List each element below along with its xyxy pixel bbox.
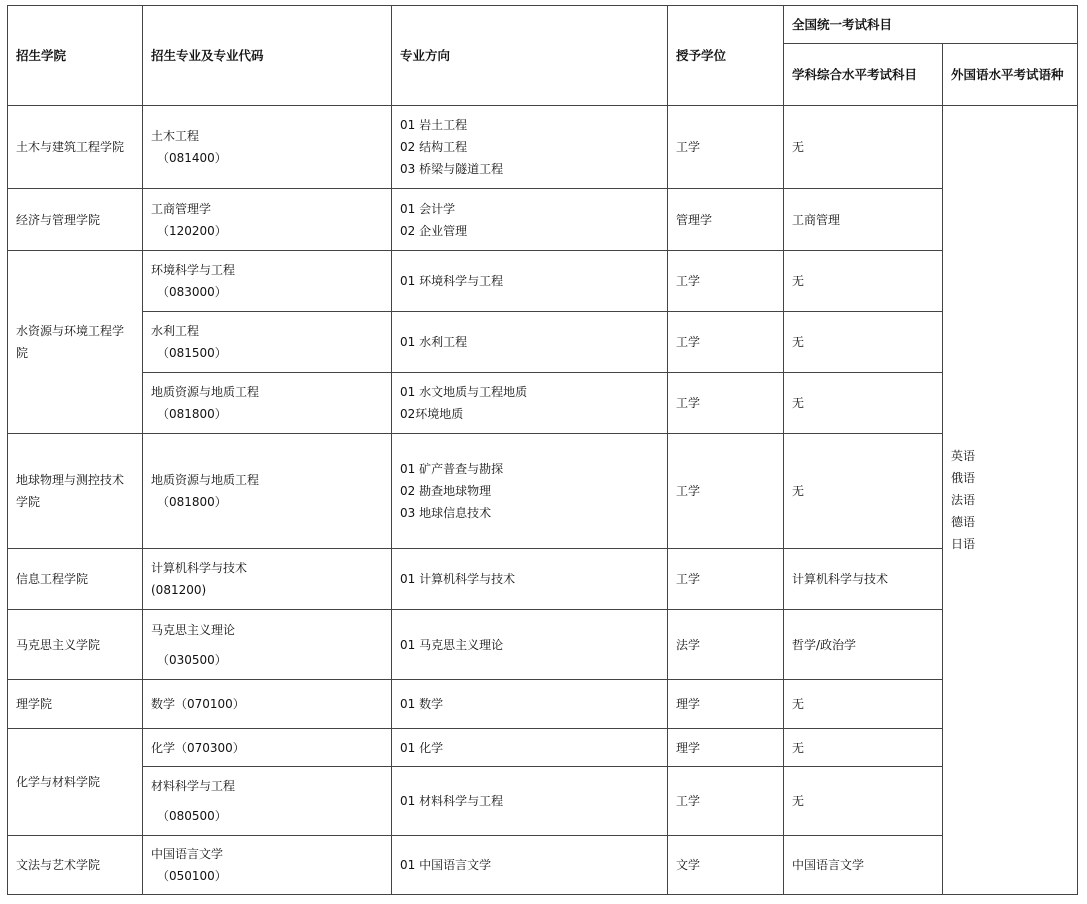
major-cell [143, 434, 392, 549]
direction-item: 01 水利工程 [400, 335, 468, 349]
direction-item: 01 马克思主义理论 [400, 637, 504, 652]
direction-cell [392, 549, 668, 610]
direction-cell [392, 610, 668, 680]
language-item: 日语 [951, 537, 976, 551]
subject-exam-cell: 无 [784, 251, 943, 312]
direction-item: 03 桥梁与隧道工程 [400, 162, 504, 176]
major-cell [143, 312, 392, 373]
degree-cell: 工学 [668, 312, 784, 373]
header-language-exam: 外国语水平考试语种 [943, 44, 1078, 106]
major-name: 马克思主义理论 [151, 622, 236, 637]
direction-item: 01 中国语言文学 [400, 858, 492, 872]
college-cell: 经济与管理学院 [8, 189, 143, 251]
direction-item: 01 会计学 [400, 201, 456, 216]
direction-item: 02环境地质 [400, 407, 464, 421]
language-item: 德语 [951, 515, 976, 529]
major-cell [143, 549, 392, 610]
subject-exam-cell: 中国语言文学 [784, 836, 943, 895]
table-row [8, 312, 1078, 373]
table-row [8, 189, 1078, 251]
major-name: 中国语言文学 [151, 847, 224, 861]
major-name: 工商管理学 [151, 201, 212, 216]
college-cell: 地球物理与测控技术学院 [8, 434, 143, 549]
direction-cell [392, 189, 668, 251]
table-row [8, 373, 1078, 434]
college-cell: 水资源与环境工程学院 [8, 251, 143, 434]
major-cell [143, 610, 392, 680]
table-row [8, 729, 1078, 767]
direction-item: 01 环境科学与工程 [400, 274, 504, 288]
major-cell [143, 680, 392, 729]
direction-item: 01 化学 [400, 740, 444, 755]
major-cell [143, 836, 392, 895]
table-row [8, 434, 1078, 549]
direction-cell [392, 312, 668, 373]
major-code: （081400） [157, 151, 227, 165]
major-name: 材料科学与工程 [151, 779, 236, 793]
table-row [8, 610, 1078, 680]
major-code: （120200） [157, 223, 227, 238]
degree-cell: 工学 [668, 549, 784, 610]
degree-cell: 工学 [668, 106, 784, 189]
header-subject-exam: 学科综合水平考试科目 [784, 44, 943, 106]
direction-cell [392, 434, 668, 549]
table-row [8, 836, 1078, 895]
subject-exam-cell: 无 [784, 106, 943, 189]
major-cell [143, 106, 392, 189]
major-code: （050100） [157, 869, 227, 883]
major-name: 化学（070300） [151, 740, 245, 755]
major-code: (081200) [151, 583, 207, 597]
direction-item: 01 材料科学与工程 [400, 794, 504, 808]
direction-item: 02 勘查地球物理 [400, 484, 492, 498]
admissions-table [7, 5, 1078, 895]
table-row [8, 680, 1078, 729]
direction-cell [392, 373, 668, 434]
direction-cell [392, 251, 668, 312]
degree-cell: 文学 [668, 836, 784, 895]
table-row [8, 251, 1078, 312]
language-item: 英语 [951, 449, 976, 463]
major-code: （081500） [157, 346, 227, 360]
subject-exam-cell: 计算机科学与技术 [784, 549, 943, 610]
direction-item: 01 矿产普查与勘探 [400, 462, 504, 476]
major-code: （081800） [157, 407, 227, 421]
degree-cell: 理学 [668, 680, 784, 729]
major-name: 环境科学与工程 [151, 263, 236, 277]
direction-item: 03 地球信息技术 [400, 506, 492, 520]
major-name: 地质资源与地质工程 [151, 473, 260, 487]
major-name: 数学（070100） [151, 697, 245, 711]
major-cell [143, 373, 392, 434]
direction-item: 01 水文地质与工程地质 [400, 385, 528, 399]
direction-item: 01 计算机科学与技术 [400, 572, 516, 586]
direction-item: 02 企业管理 [400, 223, 468, 238]
major-name: 土木工程 [151, 129, 200, 143]
language-exam-cell [943, 106, 1078, 895]
degree-cell: 法学 [668, 610, 784, 680]
subject-exam-cell: 无 [784, 312, 943, 373]
header-college: 招生学院 [8, 6, 143, 106]
header-major: 招生专业及专业代码 [143, 6, 392, 106]
major-code: （030500） [157, 652, 227, 667]
table-row [8, 767, 1078, 836]
degree-cell: 理学 [668, 729, 784, 767]
major-code: （080500） [157, 809, 227, 823]
direction-cell [392, 729, 668, 767]
header-direction: 专业方向 [392, 6, 668, 106]
major-code: （081800） [157, 495, 227, 509]
subject-exam-cell: 工商管理 [784, 189, 943, 251]
direction-item: 01 岩土工程 [400, 118, 468, 132]
header-degree: 授予学位 [668, 6, 784, 106]
direction-item: 01 数学 [400, 697, 444, 711]
direction-cell [392, 106, 668, 189]
degree-cell: 工学 [668, 767, 784, 836]
major-cell [143, 767, 392, 836]
direction-cell [392, 767, 668, 836]
degree-cell: 工学 [668, 373, 784, 434]
major-code: （083000） [157, 285, 227, 299]
subject-exam-cell: 无 [784, 680, 943, 729]
college-cell: 马克思主义学院 [8, 610, 143, 680]
direction-cell [392, 836, 668, 895]
subject-exam-cell: 无 [784, 434, 943, 549]
college-cell: 土木与建筑工程学院 [8, 106, 143, 189]
table-row [8, 549, 1078, 610]
direction-cell [392, 680, 668, 729]
major-name: 地质资源与地质工程 [151, 385, 260, 399]
header-exam-group: 全国统一考试科目 [784, 6, 1078, 44]
degree-cell: 管理学 [668, 189, 784, 251]
major-cell [143, 189, 392, 251]
subject-exam-cell: 无 [784, 767, 943, 836]
major-name: 水利工程 [151, 324, 200, 338]
subject-exam-cell: 无 [784, 373, 943, 434]
language-item: 法语 [951, 493, 976, 507]
major-name: 计算机科学与技术 [151, 561, 248, 575]
language-item: 俄语 [951, 471, 976, 485]
table-row [8, 106, 1078, 189]
major-cell [143, 251, 392, 312]
degree-cell: 工学 [668, 251, 784, 312]
direction-item: 02 结构工程 [400, 140, 468, 154]
college-cell: 化学与材料学院 [8, 729, 143, 836]
subject-exam-cell: 哲学/政治学 [784, 610, 943, 680]
major-cell [143, 729, 392, 767]
degree-cell: 工学 [668, 434, 784, 549]
college-cell: 文法与艺术学院 [8, 836, 143, 895]
subject-exam-cell: 无 [784, 729, 943, 767]
college-cell: 理学院 [8, 680, 143, 729]
college-cell: 信息工程学院 [8, 549, 143, 610]
